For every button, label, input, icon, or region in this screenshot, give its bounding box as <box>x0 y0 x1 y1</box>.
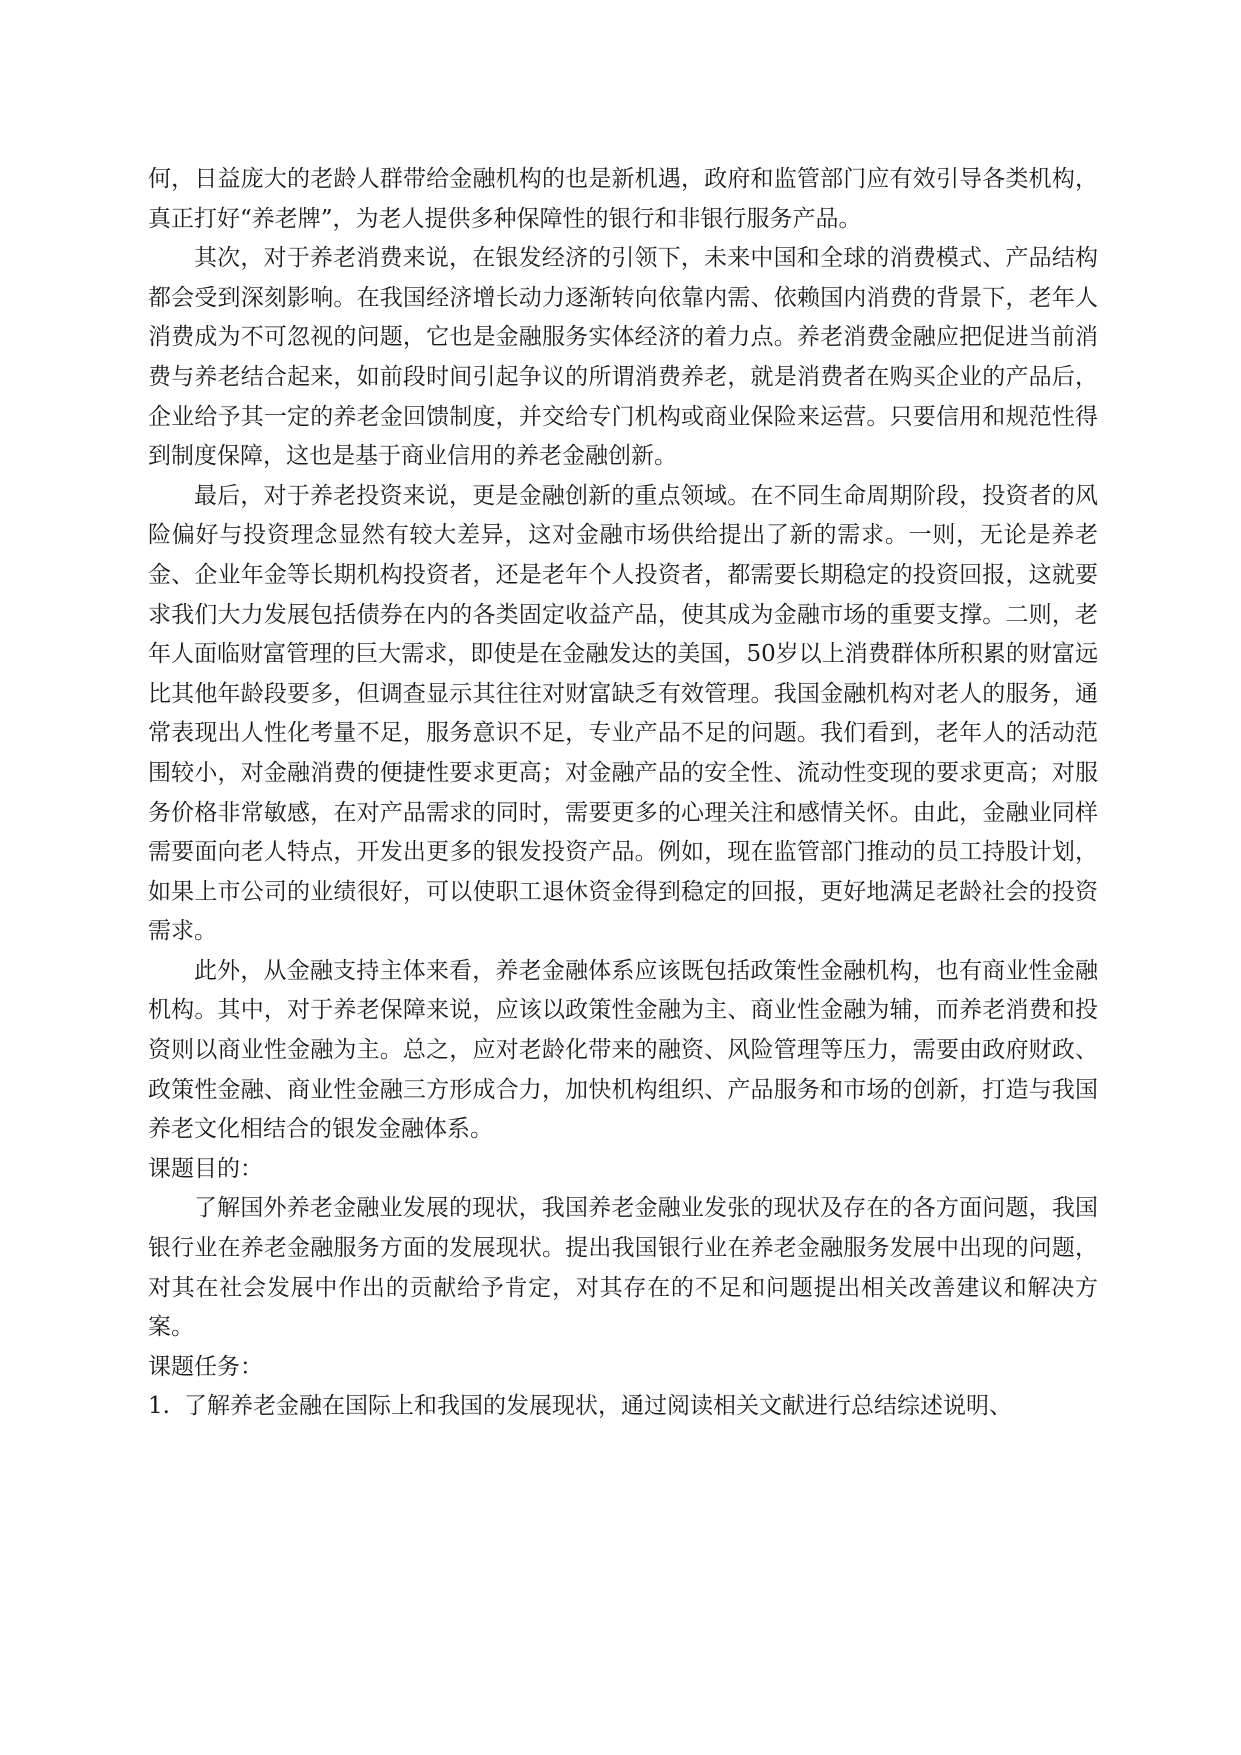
purpose-heading: 课题目的： <box>148 1155 263 1182</box>
task-text: 了解养老金融在国际上和我国的发展现状，通过阅读相关文献进行总结综述说明、 <box>184 1393 1012 1420</box>
task-number: 1. <box>148 1393 170 1420</box>
document-page <box>148 160 1098 1427</box>
paragraph-support-subjects: 此外，从金融支持主体来看，养老金融体系应该既包括政策性金融机构，也有商业性金融机构。其中，对于养老保障来说，应该以政策性金融为主、商业性金融为辅，而养老消费和投资则以商业性金融为主。总之，应对老龄化带来的融资、风险管理等压力，需要由政府财政、政策性金融、商业性金融三方形成合力，加快机构组织、产品服务和市场的创新，打造与我国养老文化相结合的银发金融体系。 <box>148 957 1098 1143</box>
paragraph-continuation: 何，日益庞大的老龄人群带给金融机构的也是新机遇，政府和监管部门应有效引导各类机构，真正打好“养老牌”，为老人提供多种保障性的银行和非银行服务产品。 <box>148 166 1098 232</box>
task-item <box>148 1387 1098 1427</box>
purpose-text: 了解国外养老金融业发展的现状，我国养老金融业发张的现状及存在的各方面问题，我国银行业在养老金融服务方面的发展现状。提出我国银行业在养老金融服务发展中出现的问题，对其在社会发展中作出的贡献给予肯定，对其存在的不足和问题提出相关改善建议和解决方案。 <box>148 1195 1098 1341</box>
paragraph-consumption: 其次，对于养老消费来说，在银发经济的引领下，未来中国和全球的消费模式、产品结构都会受到深刻影响。在我国经济增长动力逐渐转向依靠内需、依赖国内消费的背景下，老年人消费成为不可忽视的问题，它也是金融服务实体经济的着力点。养老消费金融应把促进当前消费与养老结合起来，如前段时间引起争议的所谓消费养老，就是消费者在购买企业的产品后，企业给予其一定的养老金回馈制度，并交给专门机构或商业保险来运营。只要信用和规范性得到制度保障，这也是基于商业信用的养老金融创新。 <box>148 245 1098 470</box>
paragraph-investment: 最后，对于养老投资来说，更是金融创新的重点领域。在不同生命周期阶段，投资者的风险偏好与投资理念显然有较大差异，这对金融市场供给提出了新的需求。一则，无论是养老金、企业年金等长期机构投资者，还是老年个人投资者，都需要长期稳定的投资回报，这就要求我们大力发展包括债券在内的各类固定收益产品，使其成为金融市场的重要支撑。二则，老年人面临财富管理的巨大需求，即使是在金融发达的美国，50岁以上消费群体所积累的财富远比其他年龄段要多，但调查显示其往往对财富缺乏有效管理。我国金融机构对老人的服务，通常表现出人性化考量不足，服务意识不足，专业产品不足的问题。我们看到，老年人的活动范围较小，对金融消费的便捷性要求更高；对金融产品的安全性、流动性变现的要求更高；对服务价格非常敏感，在对产品需求的同时，需要更多的心理关注和感情关怀。由此，金融业同样需要面向老人特点，开发出更多的银发投资产品。例如，现在监管部门推动的员工持股计划，如果上市公司的业绩很好，可以使职工退休资金得到稳定的回报，更好地满足老龄社会的投资需求。 <box>148 482 1098 945</box>
task-heading: 课题任务： <box>148 1353 263 1380</box>
